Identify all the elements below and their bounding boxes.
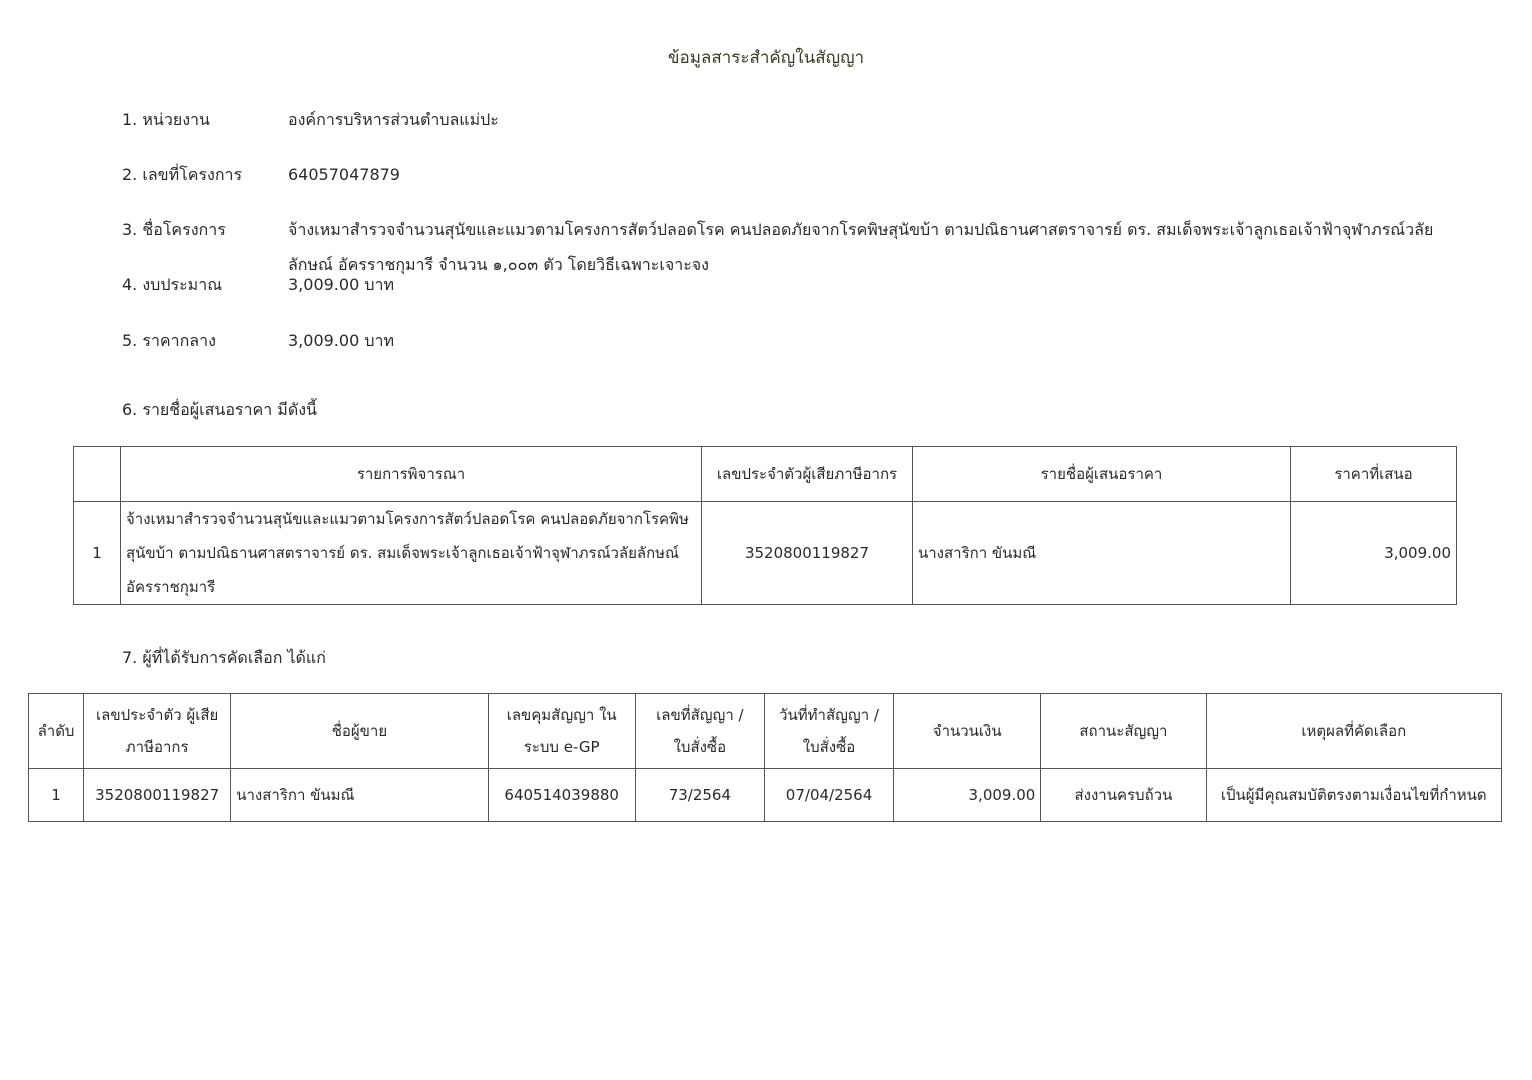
cell-egp-control-no: 640514039880 xyxy=(488,769,635,822)
table-header-row xyxy=(74,447,1457,502)
field-project-number xyxy=(122,157,400,192)
column-header: จำนวนเงิน xyxy=(894,694,1041,769)
cell-item: จ้างเหมาสำรวจจำนวนสุนัขและแมวตามโครงการสัตว์ปลอดโรค คนปลอดภัยจากโรคพิษสุนัขบ้า ตามปณิธานศาสตราจารย์ ดร. สมเด็จพระเจ้าลูกเธอเจ้าฟ้าจุฬาภรณ์วลัยลักษณ์ อัครราชกุมารี xyxy=(121,502,702,605)
field-value: 64057047879 xyxy=(288,165,400,184)
column-header xyxy=(74,447,121,502)
column-header: สถานะสัญญา xyxy=(1041,694,1206,769)
cell-bidder: นางสาริกา ขันมณี xyxy=(913,502,1291,605)
cell-price: 3,009.00 xyxy=(1291,502,1457,605)
field-median-price xyxy=(122,323,394,358)
column-header: เลขประจำตัว ผู้เสียภาษีอากร xyxy=(84,694,231,769)
cell-status: ส่งงานครบถ้วน xyxy=(1041,769,1206,822)
field-label: 3. ชื่อโครงการ xyxy=(122,220,226,239)
table-row xyxy=(29,769,1502,822)
cell-reason: เป็นผู้มีคุณสมบัติตรงตามเงื่อนไขที่กำหนด xyxy=(1206,769,1501,822)
column-header: วันที่ทำสัญญา / ใบสั่งซื้อ xyxy=(764,694,893,769)
cell-tax-id: 3520800119827 xyxy=(84,769,231,822)
page-title: ข้อมูลสาระสำคัญในสัญญา xyxy=(667,48,865,68)
cell-number: 1 xyxy=(74,502,121,605)
cell-amount: 3,009.00 xyxy=(894,769,1041,822)
column-header: ลำดับ xyxy=(29,694,84,769)
column-header: เหตุผลที่คัดเลือก xyxy=(1206,694,1501,769)
table-row xyxy=(74,502,1457,605)
winners-section-heading: 7. ผู้ที่ได้รับการคัดเลือก ได้แก่ xyxy=(122,648,326,667)
field-value: จ้างเหมาสำรวจจำนวนสุนัขและแมวตามโครงการสัตว์ปลอดโรค คนปลอดภัยจากโรคพิษสุนัขบ้า ตามปณิธานศาสตราจารย์ ดร. สมเด็จพระเจ้าลูกเธอเจ้าฟ้าจุฬาภรณ์วลัยลักษณ์ อัครราชกุมารี จำนวน ๑,๐๐๓ ตัว โดยวิธีเฉพาะเจาะจง xyxy=(288,220,1434,274)
column-header: เลขประจำตัวผู้เสียภาษีอากร xyxy=(702,447,913,502)
column-header: รายชื่อผู้เสนอราคา xyxy=(913,447,1291,502)
cell-contract-no: 73/2564 xyxy=(635,769,764,822)
field-label: 2. เลขที่โครงการ xyxy=(122,165,243,184)
column-header: ราคาที่เสนอ xyxy=(1291,447,1457,502)
column-header: เลขคุมสัญญา ในระบบ e-GP xyxy=(488,694,635,769)
table-header-row xyxy=(29,694,1502,769)
field-agency xyxy=(122,102,499,137)
field-label: 1. หน่วยงาน xyxy=(122,110,210,129)
bidders-table xyxy=(73,446,1457,605)
field-value: 3,009.00 บาท xyxy=(288,331,395,350)
field-value: 3,009.00 บาท xyxy=(288,275,395,294)
column-header: ชื่อผู้ขาย xyxy=(231,694,488,769)
field-label: 4. งบประมาณ xyxy=(122,275,223,294)
cell-contract-date: 07/04/2564 xyxy=(764,769,893,822)
cell-number: 1 xyxy=(29,769,84,822)
winners-table xyxy=(28,693,1502,822)
field-label: 5. ราคากลาง xyxy=(122,331,216,350)
bidders-section-heading: 6. รายชื่อผู้เสนอราคา มีดังนี้ xyxy=(122,400,317,419)
cell-seller: นางสาริกา ขันมณี xyxy=(231,769,488,822)
column-header: รายการพิจารณา xyxy=(121,447,702,502)
column-header: เลขที่สัญญา / ใบสั่งซื้อ xyxy=(635,694,764,769)
field-value: องค์การบริหารส่วนตำบลแม่ปะ xyxy=(288,110,499,129)
cell-tax-id: 3520800119827 xyxy=(702,502,913,605)
field-budget xyxy=(122,267,394,302)
